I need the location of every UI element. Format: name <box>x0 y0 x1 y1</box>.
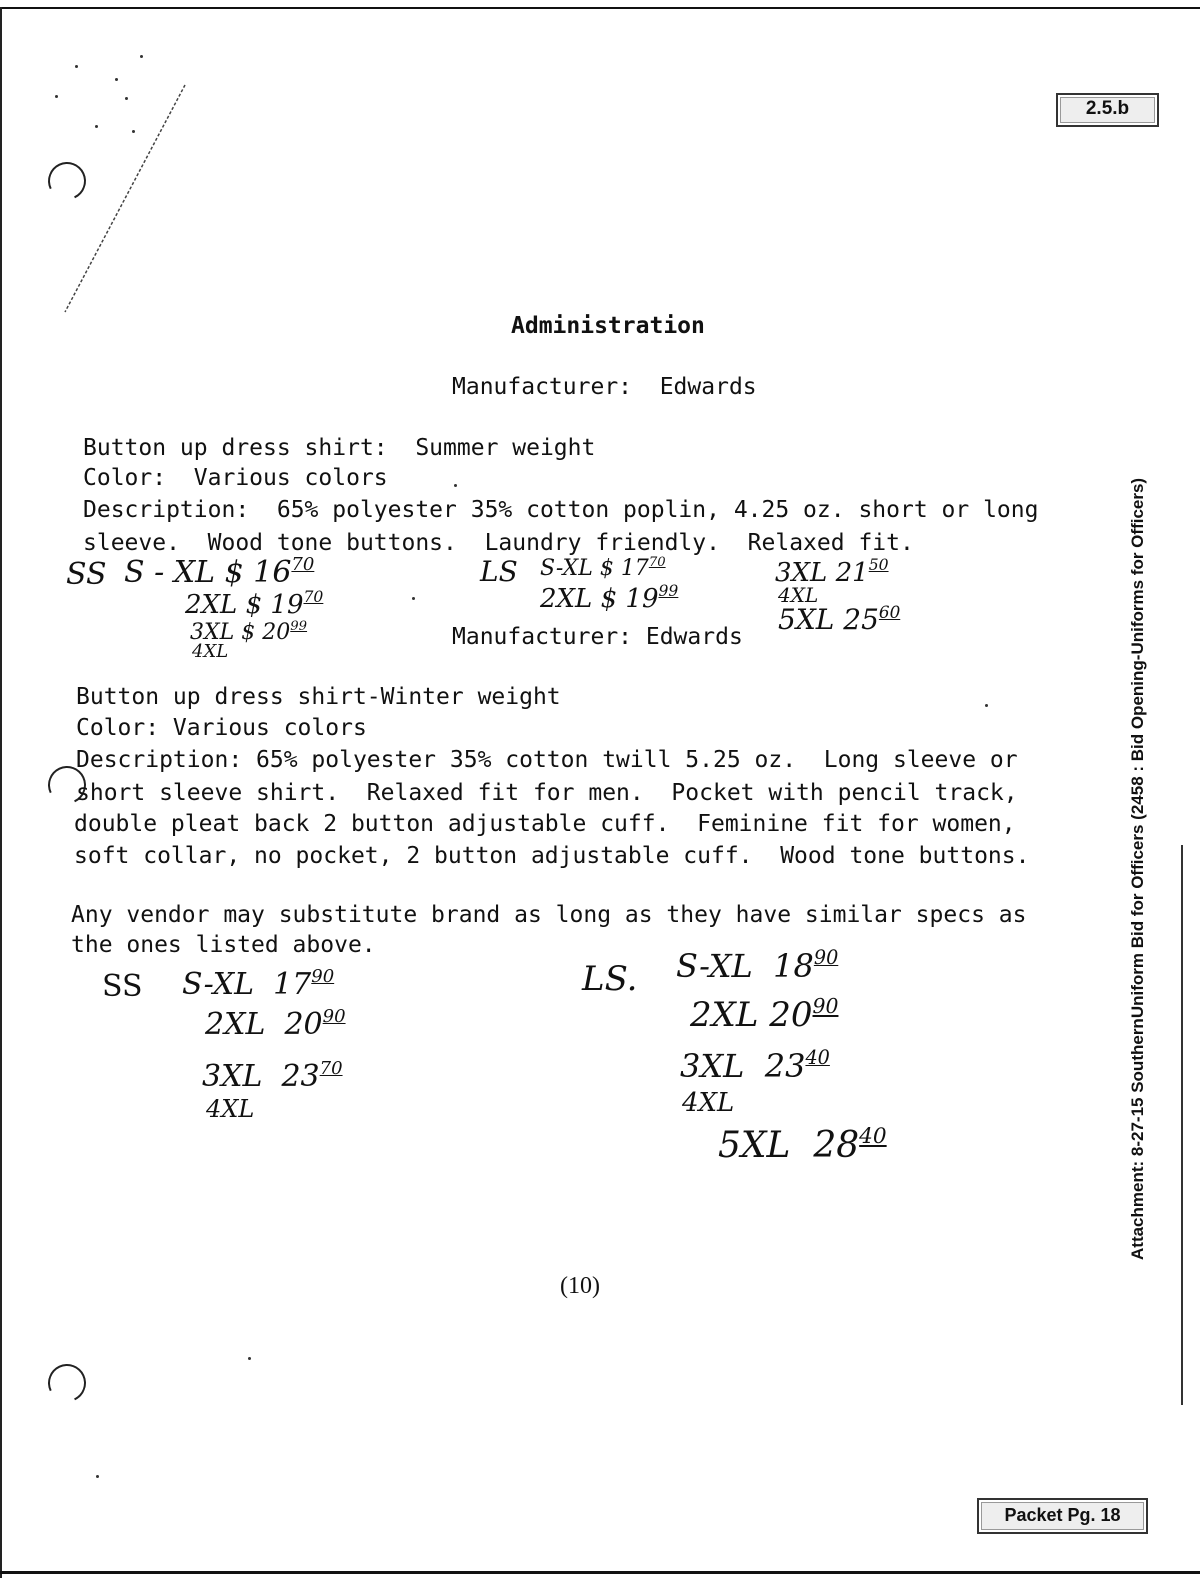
summer-line-4: sleeve. Wood tone buttons. Laundry friendly. Relaxed fit. <box>83 530 914 556</box>
scan-speck <box>125 97 128 100</box>
winter-line-6: soft collar, no pocket, 2 button adjustable cuff. Wood tone buttons. <box>74 843 1030 869</box>
hand-winter-ss-row: 3XL $23^{70}$ <box>202 1058 343 1094</box>
scan-speck <box>140 55 143 58</box>
hand-winter-ls-row: 4XL <box>682 1088 735 1118</box>
substitute-line-2: the ones listed above. <box>71 932 376 958</box>
attachment-sidebar-label: Attachment: 8-27-15 SouthernUniform Bid for Officers (2458 : Bid Opening-Uniforms for Officers) <box>1128 477 1147 1260</box>
header-badge: 2.5.b <box>1056 93 1159 127</box>
scan-speck <box>115 78 118 81</box>
scan-speck <box>95 125 98 128</box>
winter-line-1: Button up dress shirt-Winter weight <box>76 684 561 710</box>
winter-line-2: Color: Various colors <box>76 715 367 741</box>
hand-winter-ss-label: SS <box>102 969 143 1004</box>
summer-line-2: Color: Various colors <box>83 465 388 491</box>
winter-line-3: Description: 65% polyester 35% cotton twill 5.25 oz. Long sleeve or <box>76 747 1018 773</box>
hand-winter-ls-row: 2XL $20^{90}$ <box>690 994 839 1035</box>
hand-winter-ss-row: 2XL $20^{90}$ <box>205 1006 346 1042</box>
winter-line-5: double pleat back 2 button adjustable cuff. Feminine fit for women, <box>74 811 1016 837</box>
hand-summer-ls-extra: 5XL $25^{60}$ <box>778 602 901 636</box>
hand-summer-ls-extra: 4XL <box>778 583 819 607</box>
summer-line-1: Button up dress shirt: Summer weight <box>83 435 596 461</box>
hand-winter-ss-row: 4XL <box>206 1095 255 1123</box>
scan-speck <box>454 484 457 487</box>
packet-page-badge: Packet Pg. 18 <box>977 1498 1148 1534</box>
hand-summer-ls-extra: 3XL $21^{50}$ <box>775 556 889 588</box>
hand-summer-ss-row: S - XL $ $16^{70}$ <box>124 554 315 590</box>
hand-winter-ls-row: 3XL $23^{40}$ <box>680 1046 830 1085</box>
summer-line-3: Description: 65% polyester 35% cotton poplin, 4.25 oz. short or long <box>83 497 1039 523</box>
hand-summer-ss-row: 4XL <box>192 641 229 662</box>
scan-speck <box>96 1475 99 1478</box>
hand-summer-ls-row: S-XL $ $17^{70}$ <box>540 555 666 581</box>
winter-line-4: short sleeve shirt. Relaxed fit for men. Pocket with pencil track, <box>76 780 1018 806</box>
scan-speck <box>132 130 135 133</box>
hand-summer-ls-row: 2XL $ $19^{99}$ <box>540 582 679 614</box>
scan-speck <box>985 704 988 707</box>
manufacturer-summer: Manufacturer: Edwards <box>452 374 757 400</box>
scan-speck <box>248 1357 251 1360</box>
manufacturer-winter: Manufacturer: Edwards <box>452 624 743 650</box>
hand-winter-ls-row: 5XL $28^{40}$ <box>718 1124 887 1166</box>
hand-winter-ls-row: S-XL $18^{90}$ <box>676 946 839 985</box>
scan-speck <box>75 65 78 68</box>
scan-speck <box>55 95 58 98</box>
hand-summer-ss-row: 3XL $ $20^{99}$ <box>190 619 308 645</box>
hand-summer-ss-row: 2XL $ $19^{70}$ <box>185 588 324 620</box>
hand-winter-ls-label: LS. <box>582 959 638 999</box>
scan-speck <box>412 597 415 600</box>
page-title: Administration <box>511 313 705 339</box>
hand-winter-ss-row: S-XL $17^{90}$ <box>182 966 335 1002</box>
page-number: (10) <box>560 1273 600 1299</box>
substitute-line-1: Any vendor may substitute brand as long as they have similar specs as <box>71 902 1027 928</box>
hand-summer-ls-label: LS <box>480 555 518 588</box>
hand-summer-ss-label: SS <box>66 557 107 592</box>
